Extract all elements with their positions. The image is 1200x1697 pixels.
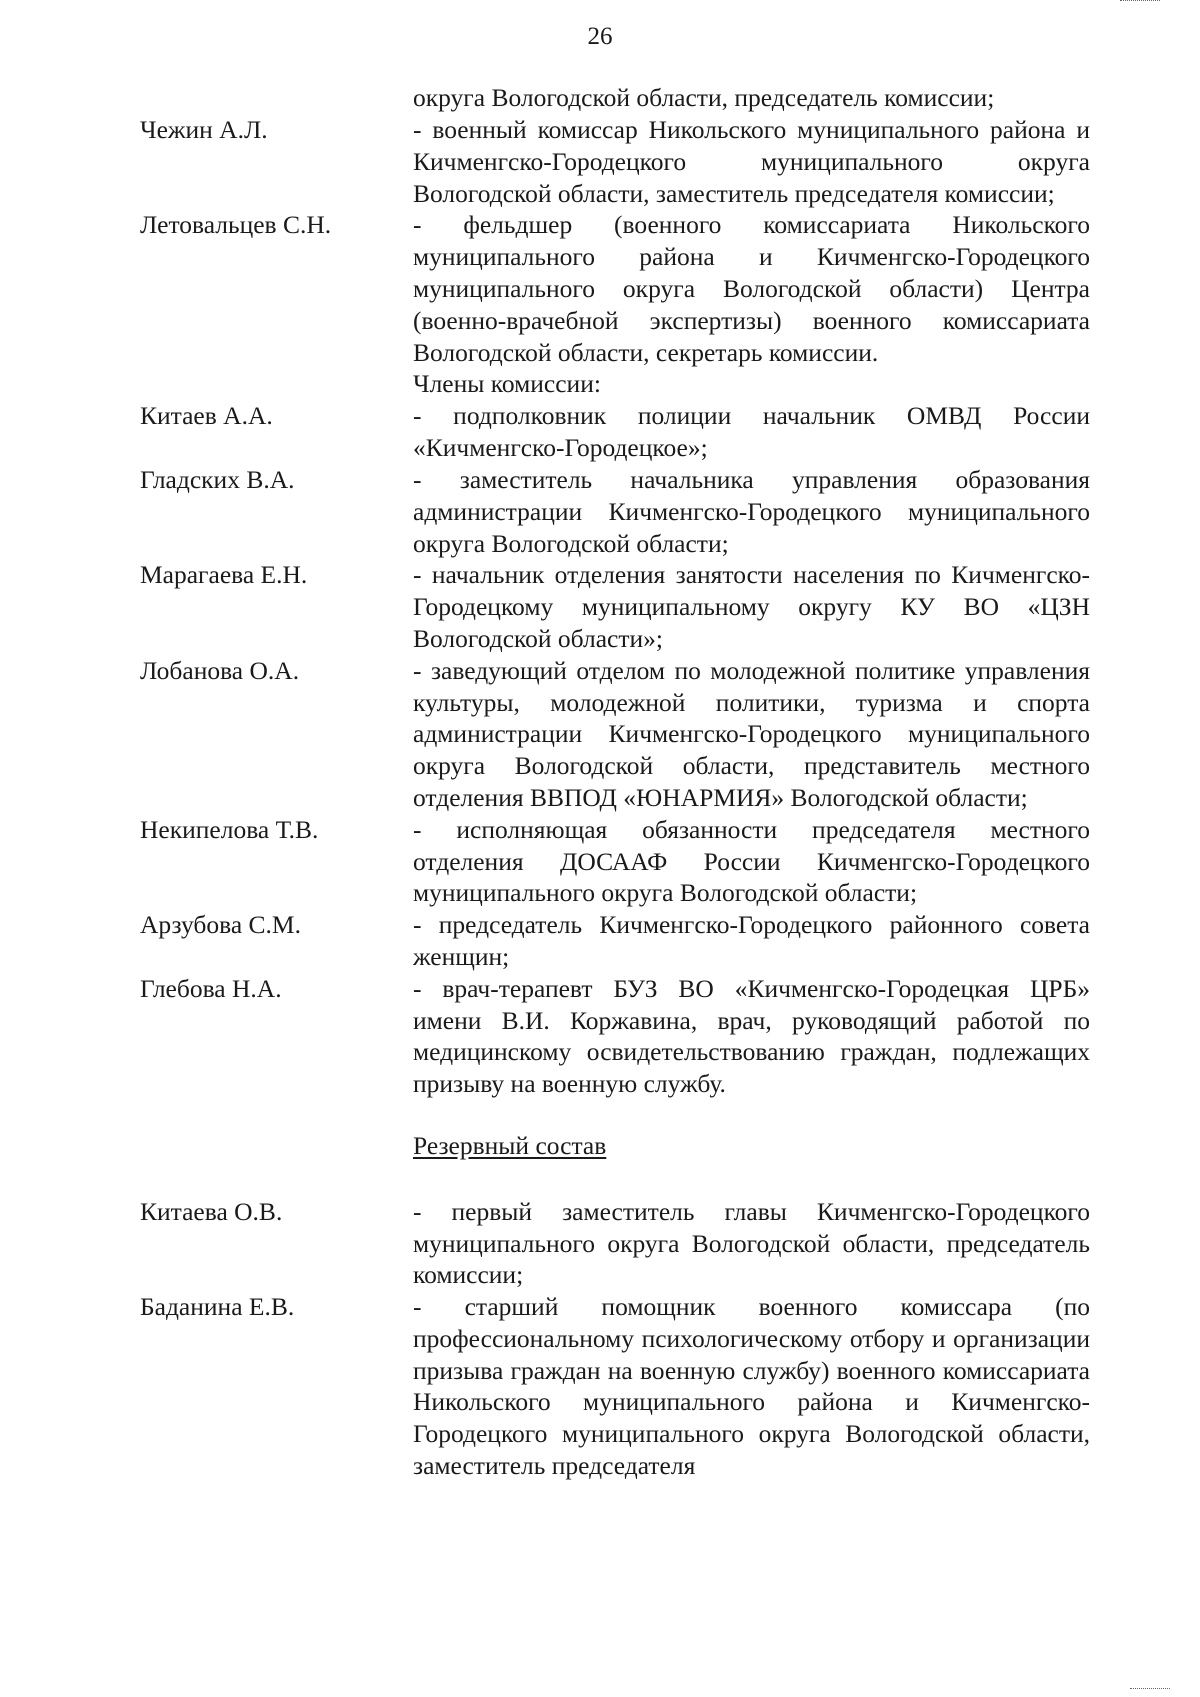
reserve-section-title: Резервный состав	[413, 1130, 607, 1160]
member-description: - врач-терапевт БУЗ ВО «Кичменгско-Городецкая ЦРБ» имени В.И. Коржавина, врач, руководящий работой по медицинскому освидетельствованию граждан, подлежащих призыву на военную службу.	[413, 973, 1090, 1099]
member-description: - фельдшер (военного комиссариата Никольского муниципального района и Кичменгско-Городецкого муниципального округа Вологодской области) Центра (военно-врачебной экспертизы) военного комиссариата Вологодской области, секретарь комиссии.	[413, 210, 1090, 367]
member-description: - заместитель начальника управления образования администрации Кичменгско-Городецкого муниципального округа Вологодской области;	[413, 464, 1090, 558]
member-description: - старший помощник военного комиссара (по профессиональному психологическому отбору и организации призыва граждан на военную службу) военного комиссариата Никольского муниципального района и Кичменгско-Городецкого муниципального округа Вологодской области, заместитель председателя	[413, 1292, 1090, 1481]
intro-line: округа Вологодской области, председатель комиссии;	[413, 83, 995, 112]
member-description: - первый заместитель главы Кичменгско-Городецкого муниципального округа Вологодской области, председатель комиссии;	[413, 1196, 1090, 1290]
member-name: Летовальцев С.Н.	[140, 210, 332, 240]
member-row-gladskikh	[0, 464, 1200, 559]
member-row-glebova	[0, 973, 1200, 1100]
member-description: - подполковник полиции начальник ОМВД России «Кичменгско-Городецкое»;	[413, 401, 1090, 463]
member-row-chezhin	[0, 114, 1200, 209]
member-name: Марагаева Е.Н.	[140, 560, 308, 590]
spacer	[0, 1100, 1200, 1130]
member-name: Китаева О.В.	[140, 1196, 283, 1226]
member-description: - председатель Кичменгско-Городецкого районного совета женщин;	[413, 910, 1090, 971]
members-heading: Члены комиссии:	[413, 369, 601, 399]
document-body	[0, 82, 1200, 1482]
scan-artifact-bottom	[1130, 1682, 1170, 1689]
member-name: Гладских В.А.	[140, 464, 295, 494]
member-name: Чежин А.Л.	[140, 115, 268, 144]
member-description: - военный комиссар Никольского муниципального района и Кичменгско-Городецкого муниципального округа Вологодской области, заместитель председателя комиссии;	[413, 115, 1090, 208]
member-row-lobanova	[0, 655, 1200, 814]
member-name: Баданина Е.В.	[140, 1292, 295, 1322]
intro-row	[0, 82, 1200, 114]
members-heading-row	[0, 368, 1200, 400]
member-row-maragaeva	[0, 559, 1200, 654]
member-name: Глебова Н.А.	[140, 973, 282, 1003]
member-row-kitaev	[0, 400, 1200, 464]
scan-artifact-top	[1120, 0, 1160, 5]
member-row-nekipelova	[0, 814, 1200, 909]
member-row-letovaltsev	[0, 209, 1200, 368]
member-name: Лобанова О.А.	[140, 655, 300, 685]
member-row-badanina	[0, 1291, 1200, 1482]
member-name: Арзубова С.М.	[140, 910, 301, 940]
page-number: 26	[587, 23, 613, 50]
member-name: Китаев А.А.	[140, 401, 273, 431]
member-description: - заведующий отделом по молодежной политике управления культуры, молодежной политики, туризма и спорта администрации Кичменгско-Городецкого муниципального округа Вологодской области, представитель местного отделения ВВПОД «ЮНАРМИЯ» Вологодской области;	[413, 655, 1090, 812]
member-row-kitaeva	[0, 1196, 1200, 1291]
member-description: - начальник отделения занятости населения по Кичменгско-Городецкому муниципальному округу КУ ВО «ЦЗН Вологодской области»;	[413, 560, 1090, 653]
member-description: - исполняющая обязанности председателя местного отделения ДОСААФ России Кичменгско-Городецкого муниципального округа Вологодской области;	[413, 814, 1090, 908]
member-row-arzubova	[0, 909, 1200, 973]
spacer	[0, 1162, 1200, 1196]
member-name: Некипелова Т.В.	[140, 814, 319, 844]
